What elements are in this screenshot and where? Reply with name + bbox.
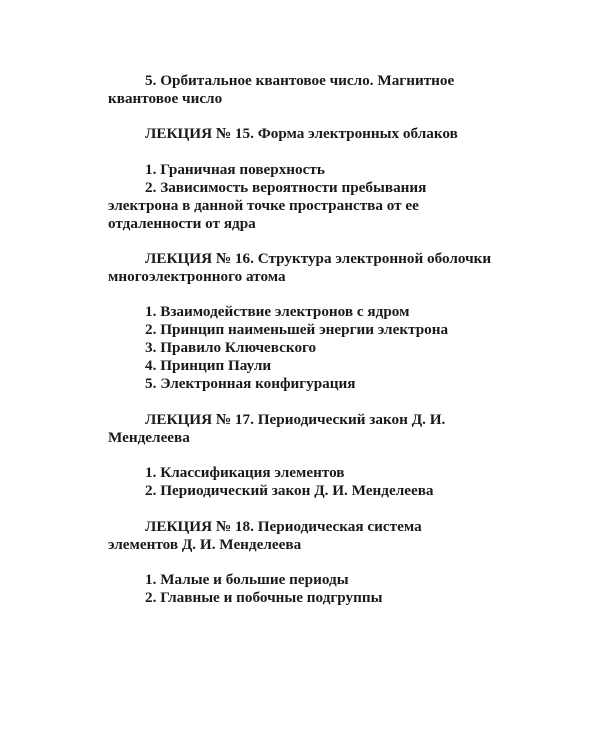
list-item: 1. Классификация элементов (145, 464, 345, 481)
text-line: квантовое число (108, 90, 223, 107)
list-item: 3. Правило Ключевского (145, 339, 317, 356)
lecture-heading: ЛЕКЦИЯ № 16. Структура электронной оболочки (145, 250, 492, 267)
list-item: 1. Взаимодействие электронов с ядром (145, 303, 410, 320)
lecture-heading: ЛЕКЦИЯ № 18. Периодическая система (145, 518, 422, 535)
list-item-continuation: электрона в данной точке пространства от ее (108, 197, 419, 214)
text-line: 5. Орбитальное квантовое число. Магнитное (145, 72, 455, 89)
list-item: 1. Малые и большие периоды (145, 571, 349, 588)
lecture-heading: ЛЕКЦИЯ № 15. Форма электронных облаков (145, 125, 458, 142)
lecture-heading-continuation: Менделеева (108, 429, 190, 446)
list-item-continuation: отдаленности от ядра (108, 215, 256, 232)
list-item: 5. Электронная конфигурация (145, 375, 356, 392)
list-item: 2. Главные и побочные подгруппы (145, 589, 383, 606)
list-item: 2. Периодический закон Д. И. Менделеева (145, 482, 434, 499)
list-item: 2. Принцип наименьшей энергии электрона (145, 321, 449, 338)
list-item: 1. Граничная поверхность (145, 161, 325, 178)
lecture-heading-continuation: многоэлектронного атома (108, 268, 286, 285)
list-item: 2. Зависимость вероятности пребывания (145, 179, 427, 196)
lecture-heading: ЛЕКЦИЯ № 17. Периодический закон Д. И. (145, 411, 446, 428)
lecture-heading-continuation: элементов Д. И. Менделеева (108, 536, 302, 553)
list-item: 4. Принцип Паули (145, 357, 272, 374)
